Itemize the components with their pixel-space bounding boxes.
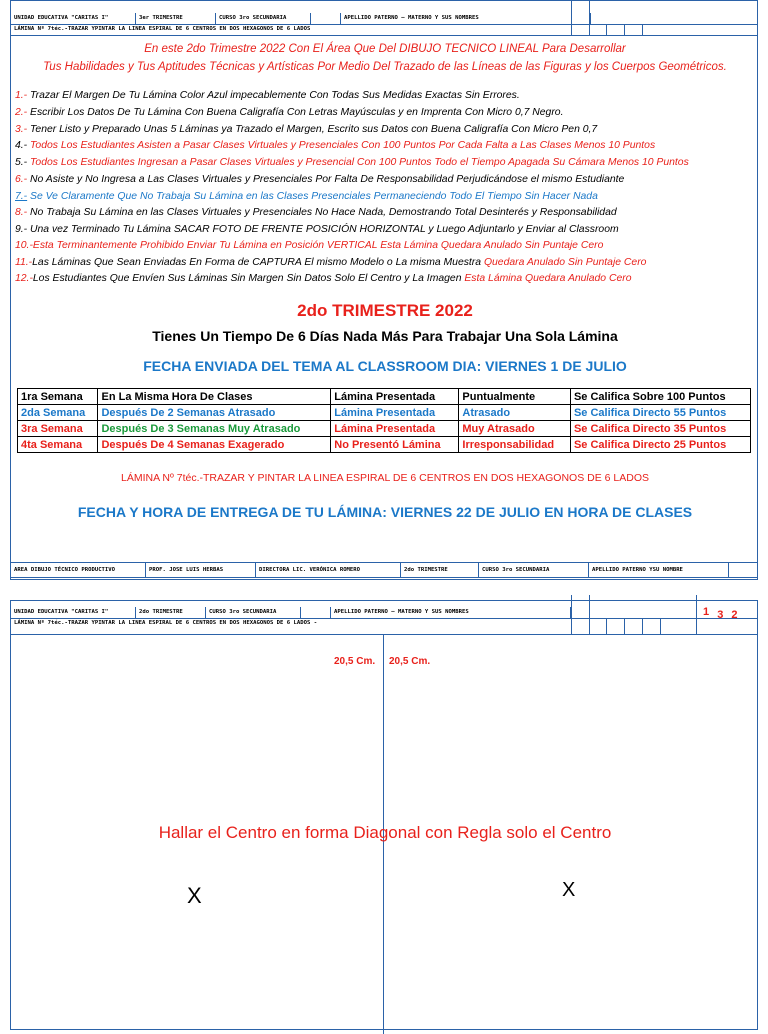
table-cell: Atrasado	[459, 405, 571, 421]
table-cell: Puntualmente	[459, 389, 571, 405]
rule-text: Trazar El Margen De Tu Lámina Color Azul impecablemente Con Todas Sus Medidas Exactas Sin Errores.	[27, 90, 520, 101]
rule-text: Todos Los Estudiantes Asisten a Pasar Clases Virtuales y Presenciales Con 100 Puntos Por Cada Falta a Las Clases Menos 10 Puntos	[27, 140, 656, 151]
rule-item	[15, 124, 597, 135]
table-cell: No Presentó Lámina	[331, 437, 459, 453]
rule-item	[15, 273, 631, 284]
rule-text-warning: Esta Lámina Quedara Anulado Cero	[464, 273, 632, 284]
table-row	[18, 389, 751, 405]
grade-box	[607, 24, 625, 35]
rule-text: Los Estudiantes Que Envíen Sus Láminas Sin Margen Sin Datos Solo El Centro y La Imagen	[32, 273, 465, 284]
rule-text: No Trabaja Su Lámina en las Clases Virtuales y Presenciales No Hace Nada, Demostrando Total Desinterés y Responsabilidad	[27, 207, 617, 218]
rule-item	[15, 207, 617, 218]
rule-number: 8.-	[15, 207, 28, 218]
center-mark-right: X	[562, 879, 576, 901]
table-cell: Lámina Presentada	[331, 389, 459, 405]
instruction-text: Hallar el Centro en forma Diagonal con Regla solo el Centro	[158, 823, 612, 842]
rule-number: 6.-	[15, 174, 28, 185]
grade-box	[625, 618, 643, 634]
rule-number: 7.-	[15, 191, 28, 202]
table-row	[18, 421, 751, 437]
rule-number: 2.-	[15, 107, 28, 118]
center-mark-left: X	[187, 883, 202, 908]
divider	[696, 595, 697, 634]
header-surname: APELLIDO PATERNO – MATERNO Y SUS NOMBRES	[341, 13, 591, 24]
table-cell: Se Califica Directo 35 Puntos	[570, 421, 750, 437]
table-cell: Irresponsabilidad	[459, 437, 571, 453]
trimester-title: 2do TRIMESTRE 2022	[297, 301, 473, 320]
header-trimester: 3er TRIMESTRE	[136, 13, 216, 24]
rule-text: Una vez Terminado Tu Lámina SACAR FOTO DE FRENTE POSICIÓN HORIZONTAL y Luego Adjuntarlo y Enviar al Classroom	[27, 224, 619, 235]
rule-number: 3.-	[15, 124, 28, 135]
measure-right: 20,5 Cm.	[389, 656, 431, 667]
table-cell: En La Misma Hora De Clases	[98, 389, 331, 405]
intro-line-2: Tus Habilidades y Tus Aptitudes Técnicas y Artísticas Por Medio Del Trazado de las Líneas de las Figuras y los Cuerpos Geométricos.	[43, 61, 727, 73]
table-cell: Después De 3 Semanas Muy Atrasado	[98, 421, 331, 437]
table-cell: 4ta Semana	[18, 437, 98, 453]
rule-item	[15, 240, 603, 251]
table-cell: Lámina Presentada	[331, 405, 459, 421]
grade-box	[607, 618, 625, 634]
sent-date: FECHA ENVIADA DEL TEMA AL CLASSROOM DIA: VIERNES 1 DE JULIO	[143, 358, 627, 374]
rule-item	[15, 224, 619, 235]
table-cell: Se Califica Directo 55 Puntos	[570, 405, 750, 421]
rule-text: Se Ve Claramente Que No Trabaja Su Lámina en las Clases Presenciales Permaneciendo Todo El Tiempo Sin Hacer Nada	[27, 191, 598, 202]
table-cell: 3ra Semana	[18, 421, 98, 437]
footer-area: AREA DIBUJO TÉCNICO PRODUCTIVO	[11, 563, 146, 577]
divider	[589, 595, 590, 634]
rule-text: Escribir Los Datos De Tu Lámina Con Buena Caligrafía Con Letras Mayúsculas y en Imprenta Con Micro 0,7 Negro.	[27, 107, 564, 118]
rule-text: Todos Los Estudiantes Ingresan a Pasar Clases Virtuales y Presencial Con 100 Puntos Todo el Tiempo Apagada Su Cámara Menos 10 Puntos	[27, 157, 689, 168]
header-course: CURSO 3ro SECUNDARIA	[206, 607, 301, 618]
rule-number: 1.-	[15, 90, 28, 101]
footer-prof: PROF. JOSE LUIS HERBAS	[146, 563, 256, 577]
intro-line-1: En este 2do Trimestre 2022 Con El Área Que Del DIBUJO TECNICO LINEAL Para Desarrollar	[144, 43, 626, 55]
table-cell: 1ra Semana	[18, 389, 98, 405]
table-cell: Muy Atrasado	[459, 421, 571, 437]
delivery-date: FECHA Y HORA DE ENTREGA DE TU LÁMINA: VIERNES 22 DE JULIO EN HORA DE CLASES	[77, 504, 693, 520]
table-row	[18, 405, 751, 421]
rule-text: Esta Terminantemente Prohibido Enviar Tu Lámina en Posición VERTICAL Esta Lámina Quedara Anulado Sin Puntaje Cero	[32, 240, 604, 251]
header-row-title	[11, 24, 757, 36]
rule-item	[15, 107, 563, 118]
rule-item	[15, 90, 520, 101]
footer-course: CURSO 3ro SECUNDARIA	[479, 563, 589, 577]
footer-row	[11, 562, 757, 578]
table-cell: Se Califica Sobre 100 Puntos	[570, 389, 750, 405]
school-name: UNIDAD EDUCATIVA "CARITAS I"	[11, 607, 136, 618]
grade-box	[625, 24, 643, 35]
table-row	[18, 437, 751, 453]
sheet-title: LÁMINA Nº 7téc.-TRAZAR YPINTAR LA LINEA ESPIRAL DE 6 CENTROS EN DOS HEXAGONOS DE 6 LADOS -	[14, 620, 318, 626]
page-number: 3	[717, 609, 724, 621]
header-trimester: 2do TRIMESTRE	[136, 607, 206, 618]
header-row-title	[11, 618, 757, 635]
time-note: Tienes Un Tiempo De 6 Días Nada Más Para Trabajar Una Sola Lámina	[152, 328, 618, 344]
footer-director: DIRECTORA LIC. VERÓNICA ROMERO	[256, 563, 401, 577]
rule-item	[15, 174, 624, 185]
measure-left: 20,5 Cm.	[334, 656, 376, 667]
rule-text: No Asiste y No Ingresa a Las Clases Virtuales y Presenciales Por Falta De Responsabilidad Perjudicándose el mismo Estudiante	[27, 174, 625, 185]
rule-text-warning: Quedara Anulado Sin Puntaje Cero	[483, 257, 647, 268]
sheet-title: LÁMINA Nº 7téc.-TRAZAR YPINTAR LA LINEA ESPIRAL DE 6 CENTROS EN DOS HEXAGONOS DE 6 LADOS	[14, 26, 311, 32]
table-cell: Se Califica Directo 25 Puntos	[570, 437, 750, 453]
rule-item	[15, 157, 689, 168]
sheet-drawing	[10, 600, 758, 1030]
school-name: UNIDAD EDUCATIVA "CARITAS I"	[11, 13, 136, 24]
footer-trimester: 2do TRIMESTRE	[401, 563, 479, 577]
rule-item	[15, 140, 655, 151]
rule-item	[15, 191, 598, 202]
sheet-instructions	[10, 0, 758, 580]
table-cell: 2da Semana	[18, 405, 98, 421]
header-course: CURSO 3ro SECUNDARIA	[216, 13, 311, 24]
rule-number: 11.-	[15, 257, 33, 268]
header-blank	[301, 607, 331, 618]
rule-text: Tener Listo y Preparado Unas 5 Láminas ya Trazado el Margen, Escrito sus Datos con Buena Caligrafía Con Micro Pen 0,7	[27, 124, 598, 135]
task-title: LÁMINA Nº 7téc.-TRAZAR Y PINTAR LA LINEA ESPIRAL DE 6 CENTROS EN DOS HEXAGONOS DE 6 LADOS	[120, 472, 649, 484]
divider	[589, 1, 590, 36]
grade-box	[589, 24, 607, 35]
table-cell: Después De 2 Semanas Atrasado	[98, 405, 331, 421]
page-number: 2	[731, 609, 738, 621]
rule-number: 10.-	[15, 240, 33, 251]
rule-item	[15, 257, 646, 268]
rule-number: 12.-	[15, 273, 33, 284]
header-surname: APELLIDO PATERNO – MATERNO Y SUS NOMBRES	[331, 607, 571, 618]
rule-number: 5.-	[15, 157, 28, 168]
rule-number: 4.-	[15, 140, 28, 151]
page-numbers	[703, 606, 738, 621]
table-cell: Lámina Presentada	[331, 421, 459, 437]
divider	[571, 1, 572, 36]
footer-surname: APELLIDO PATERNO YSU NOMBRE	[589, 563, 729, 577]
rule-number: 9.-	[15, 224, 28, 235]
grade-box	[589, 618, 607, 634]
grade-box	[643, 618, 661, 634]
table-cell: Después De 4 Semanas Exagerado	[98, 437, 331, 453]
divider	[571, 595, 572, 634]
page-number: 1	[703, 606, 710, 618]
header-blank	[311, 13, 341, 24]
rule-text: Las Láminas Que Sean Enviadas En Forma de CAPTURA El mismo Modelo o La misma Muestra	[32, 257, 484, 268]
grading-table	[17, 388, 751, 453]
